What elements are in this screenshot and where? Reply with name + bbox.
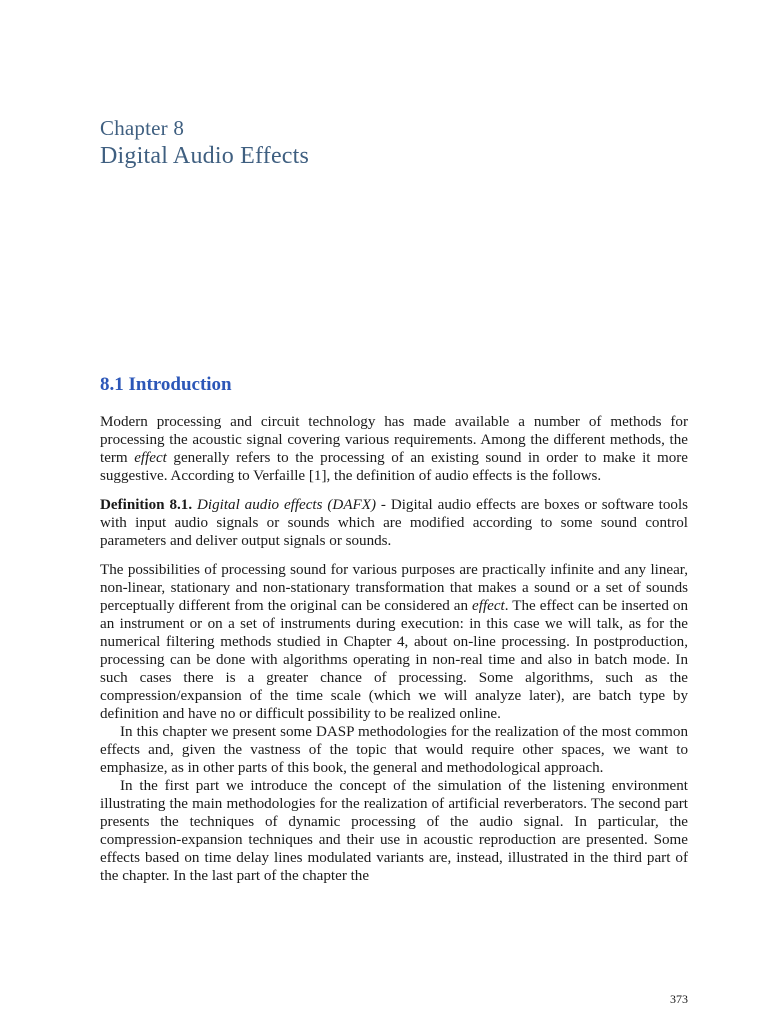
paragraph-chapter-structure: In the first part we introduce the concept of the simulation of the listening environment illustrating the main methodologies for the realization of artificial reverberators. The second part presents the techniques of dynamic processing of the audio signal. In particular, the compression-expansion techniques and their use in acoustic reproduction are presented. Some effects based on time delay lines modulated variants are, instead, illustrated in the third part of the chapter. In the last part of the chapter the [100,778,688,884]
paragraph-possibilities-text-a: The possibilities of processing sound for various purposes are practically infinite and any linear, non-linear, stationary and non-stationary transformation that makes a sound or a set of sounds perceptually different from the original can be considered an [100,562,688,614]
section-title: 8.1 Introduction [100,374,232,395]
chapter-label: Chapter 8 [100,116,185,140]
paragraph-intro [100,413,688,485]
paragraph-possibilities-emphasis: effect [472,598,505,614]
definition-label: Definition 8.1. [100,497,193,513]
book-page [100,0,688,1024]
paragraph-possibilities-text-b: . The effect can be inserted on an instrument or on a set of instruments during execution: in this case we will talk, as for the numerical filtering methods studied in Chapter 4, about on-line processing. In postproduction, processing can be done with algorithms operating in non-real time and also in batch mode. In such cases there is a greater chance of processing. Some algorithms, such as the compression/expansion of the time scale (which we will analyze later), are batch type by definition and have no or difficult possibility to be realized online. [100,598,688,722]
body-text [100,413,688,885]
paragraph-possibilities [100,561,688,723]
definition-text: - Digital audio effects are boxes or software tools with input audio signals or sounds which are modified according to some sound control parameters and deliver output signals or sounds. [100,497,689,549]
definition-block [100,496,688,550]
paragraph-intro-text-a: Modern processing and circuit technology has made available a number of methods for processing the acoustic signal covering various requirements. Among the different methods, the term [100,414,688,466]
chapter-title: Digital Audio Effects [100,143,310,169]
definition-term: Digital audio effects (DAFX) [197,497,377,513]
paragraph-intro-text-b: generally refers to the processing of an existing sound in order to make it more suggestive. According to Verfaille [1], the definition of audio effects is the follows. [100,450,688,484]
page-number: 373 [670,992,688,1006]
paragraph-chapter-overview: In this chapter we present some DASP methodologies for the realization of the most common effects and, given the vastness of the topic that would require other spaces, we want to emphasize, as in other parts of this book, the general and methodological approach. [100,724,688,776]
paragraph-intro-emphasis: effect [134,450,167,466]
